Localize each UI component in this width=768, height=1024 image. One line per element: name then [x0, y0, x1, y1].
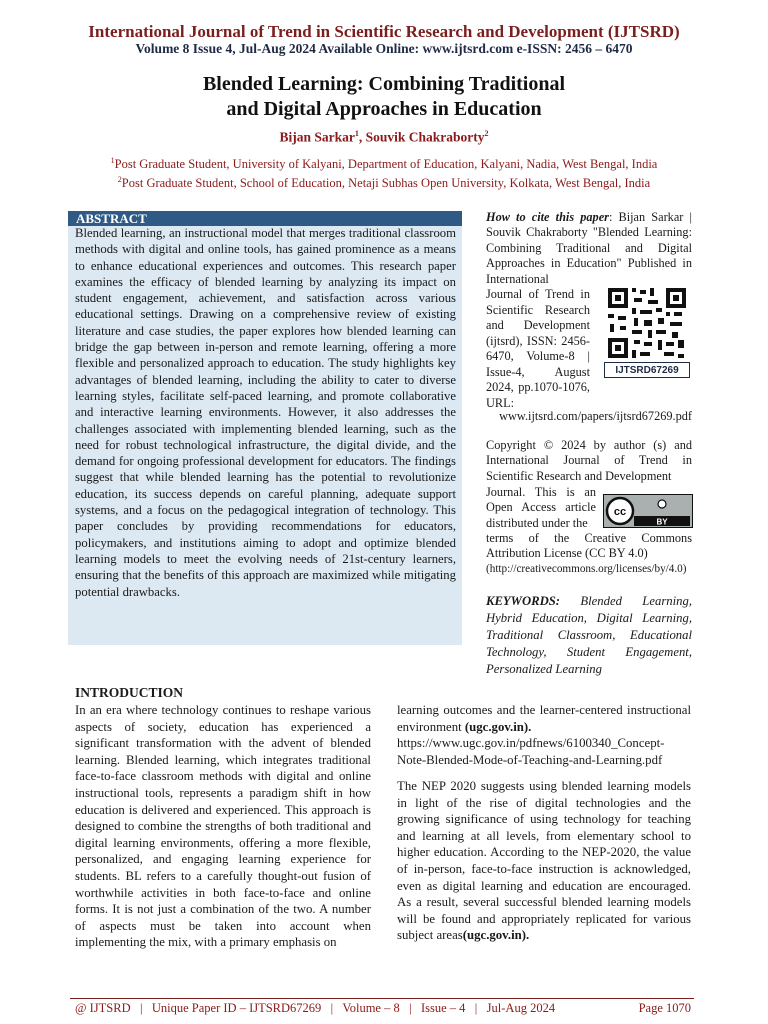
copyright-terms — [486, 531, 692, 577]
copyright-license: Journal. This is an Open Access article distributed under the — [486, 485, 596, 530]
affiliation-text: Post Graduate Student, University of Kalyani, Department of Education, Kalyani, Nadia, West Bengal, India — [114, 157, 658, 172]
keywords — [486, 593, 692, 678]
introduction-paragraph-1-continued — [397, 702, 691, 768]
paper-title — [0, 72, 768, 122]
cc-badge-text: cc — [613, 506, 627, 518]
creative-commons-icon — [604, 495, 692, 527]
affiliation-sup: 1 — [110, 156, 115, 165]
paper-id-badge: IJTSRD67269 — [604, 362, 690, 378]
abstract-heading: ABSTRACT — [68, 211, 462, 226]
affiliation-2 — [0, 175, 768, 191]
qr-code-icon — [604, 284, 690, 362]
intro-paragraph-2-text: The NEP 2020 suggests using blended learning models in light of the rise of digital technologies and the growing significance of using technology for teaching and learning at all levels, from elementary school to higher education. According to the NEP-2020, the value of in-person, face-to-face instruction is acknowledged, even as digital learning and education are encouraged. As a result, several successful blended learning models will be found and appropriately replicated for various subject areas — [397, 779, 691, 943]
by-badge-text: BY — [656, 517, 668, 527]
citation-url[interactable]: www.ijtsrd.com/papers/ijtsrd67269.pdf — [499, 409, 692, 423]
footer-rule — [70, 998, 694, 999]
author-sup: 1 — [354, 129, 359, 138]
keywords-text: Blended Learning, Hybrid Education, Digital Learning, Traditional Classroom, Educational Technology, Student Engagement, Personalized Learning — [486, 594, 692, 676]
intro-continuation-text: learning outcomes and the learner-centered instructional environment — [397, 703, 691, 734]
author-separator: , — [358, 129, 366, 145]
paper-title-line-2: and Digital Approaches in Education — [226, 98, 542, 120]
journal-name: International Journal of Trend in Scientific Research and Development (IJTSRD) — [88, 22, 680, 41]
introduction-paragraph-1: In an era where technology continues to reshape various aspects of society, education has experienced a significant transformation with the advent of blended learning. Blended learning, which integrates traditional face-to-face classroom methods with digital and online instructional tools, represents a paradigm shift in how education is delivered and experienced. This approach is designed to combine the strengths of both traditional and digital learning environments, offering a more flexible, personalized, and engaging learning experience for students. BL refers to a carefully thought-out fusion of worthwhile activities in both face-to-face and online forms. It is not just a combination of the two. A number of aspects must be taken into account when implementing the mix, with a primary emphasis on — [75, 703, 371, 950]
intro-reference-url[interactable]: https://www.ugc.gov.in/pdfnews/6100340_Concept-Note-Blended-Mode-of-Teaching-and-Learning.pdf — [397, 736, 665, 767]
keywords-label: KEYWORDS: — [486, 594, 561, 608]
introduction-paragraph-2 — [397, 778, 691, 944]
citation-journal: Journal of Trend in Scientific Research and Development (ijtsrd), ISSN: 2456-6470, Volume-8 | Issue-4, August 2024, pp.1070-1076, URL: — [486, 287, 590, 410]
affiliation-sup: 2 — [117, 175, 122, 184]
introduction-heading: INTRODUCTION — [75, 685, 184, 700]
license-url[interactable]: (http://creativecommons.org/licenses/by/4.0) — [486, 562, 687, 575]
author-name: Bijan Sarkar — [279, 129, 355, 145]
page-number: Page 1070 — [638, 1001, 691, 1015]
author-name: Souvik Chakraborty — [365, 129, 485, 145]
affiliation-1 — [0, 156, 768, 172]
citation-lead: : Bijan Sarkar | Souvik Chakraborty "Blended Learning: Combining Traditional and Digital Approaches in Education" Published in International — [486, 210, 692, 286]
intro-paragraph-2-citation: (ugc.gov.in). — [462, 928, 530, 943]
footer-text: @ IJTSRD | Unique Paper ID – IJTSRD67269 | Volume – 8 | Issue – 4 | Jul-Aug 2024 — [75, 1001, 556, 1015]
paper-title-line-1: Blended Learning: Combining Traditional — [202, 73, 566, 95]
journal-issue-line: Volume 8 Issue 4, Jul-Aug 2024 Available Online: www.ijtsrd.com e-ISSN: 2456 – 6470 — [135, 41, 633, 56]
copyright-lead: Copyright © 2024 by author (s) and International Journal of Trend in Scientific Research and Development — [486, 438, 692, 483]
cc-by-license-badge — [603, 494, 693, 528]
intro-citation: (ugc.gov.in). — [464, 719, 532, 734]
page-footer — [75, 1001, 691, 1016]
citation-block — [486, 210, 692, 287]
copyright-terms-text: terms of the Creative Commons Attribution License (CC BY 4.0) — [486, 531, 692, 561]
abstract-text: Blended learning, an instructional model that merges traditional classroom methods with digital and online tools, has gained prominence as a means to enhance educational experiences and outcomes. This research paper examines the efficacy of blended learning by analyzing its impact on student engagement, achievement, and satisfaction across various educational settings. Drawing on a comprehensive review of existing literature and case studies, the paper explores how blended learning can bridge the gap between in-person and remote learning, offering a more flexible and personalized approach to education. The study highlights key advantages of blended learning, including the ability to cater to diverse learning styles, facilitate self-paced learning, and promote collaborative and interactive learning environments. However, it also addresses the challenges associated with implementing blended learning, such as the need for robust technological infrastructure, the digital divide, and the demand for ongoing professional development for educators. The findings suggest that while blended learning has the potential to revolutionize education, its success depends on careful planning, adequate support systems, and a focus on the pedagogical integration of technology. This paper concludes by providing recommendations for educators, policymakers, and institutions aiming to adopt and optimize blended learning models to meet the evolving needs of 21st-century learners, ensuring that the benefits of this approach are maximized while mitigating potential drawbacks. — [75, 226, 456, 599]
affiliation-text: Post Graduate Student, School of Education, Netaji Subhas Open University, Kolkata, West Bengal, India — [121, 176, 651, 191]
author-sup: 2 — [484, 129, 489, 138]
citation-label: How to cite this paper — [486, 210, 609, 224]
author-list — [0, 129, 768, 146]
